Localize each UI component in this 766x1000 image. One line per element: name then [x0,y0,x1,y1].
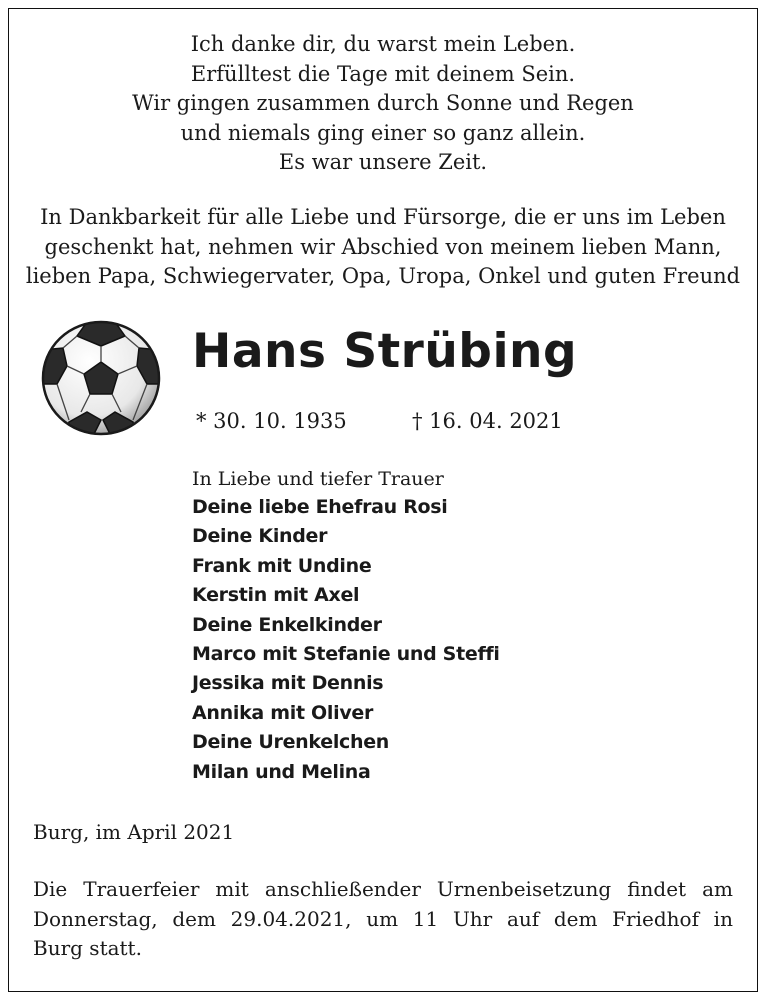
mourner-name: Deine liebe Ehefrau Rosi [192,496,448,518]
mourner-name: Milan und Melina [192,760,371,783]
poem-line: Es war unsere Zeit. [278,150,488,174]
mourner-name: Jessika mit Dennis [192,672,384,695]
poem-line: Wir gingen zusammen durch Sonne und Regen [132,91,634,115]
mourner-name: Frank mit Undine [192,554,372,577]
poem-line: Erfülltest die Tage mit deinem Sein. [190,61,576,86]
farewell-line: In Dankbarkeit für alle Liebe und Fürsorge, die er uns im Leben [40,205,726,229]
birth-date: * 30. 10. 1935 [196,409,347,433]
mourner-name: Kerstin mit Axel [192,584,360,607]
mourner-name: Deine Urenkelchen [192,731,390,754]
farewell-line: geschenkt hat, nehmen wir Abschied von meinem lieben Mann, [44,234,722,259]
farewell-text [0,203,766,292]
notice-line: Die Trauerfeier mit anschließender Urnenbeisetzung findet am [33,877,733,901]
place-and-date: Burg, im April 2021 [33,820,235,844]
farewell-line: lieben Papa, Schwiegervater, Opa, Uropa, Onkel und guten Freund [25,264,741,288]
notice-line: Burg statt. [33,936,142,960]
mourner-name: Deine Kinder [192,525,328,548]
mourner-name: Deine Enkelkinder [192,613,382,636]
poem [0,30,766,178]
mourner-name: Marco mit Stefanie und Steffi [192,643,500,666]
notice-line: Donnerstag, dem 29.04.2021, um 11 Uhr auf dem Friedhof in [33,906,733,931]
mourners-list [192,465,500,787]
poem-line: und niemals ging einer so ganz allein. [180,120,586,145]
mourner-name: Annika mit Oliver [192,701,374,724]
soccer-ball-icon [41,320,161,436]
mourners-intro: In Liebe und tiefer Trauer [192,468,444,490]
deceased-name: Hans Strübing [192,324,578,379]
poem-line: Ich danke dir, du warst mein Leben. [190,32,576,56]
funeral-notice [33,875,733,964]
death-date: † 16. 04. 2021 [412,409,563,433]
